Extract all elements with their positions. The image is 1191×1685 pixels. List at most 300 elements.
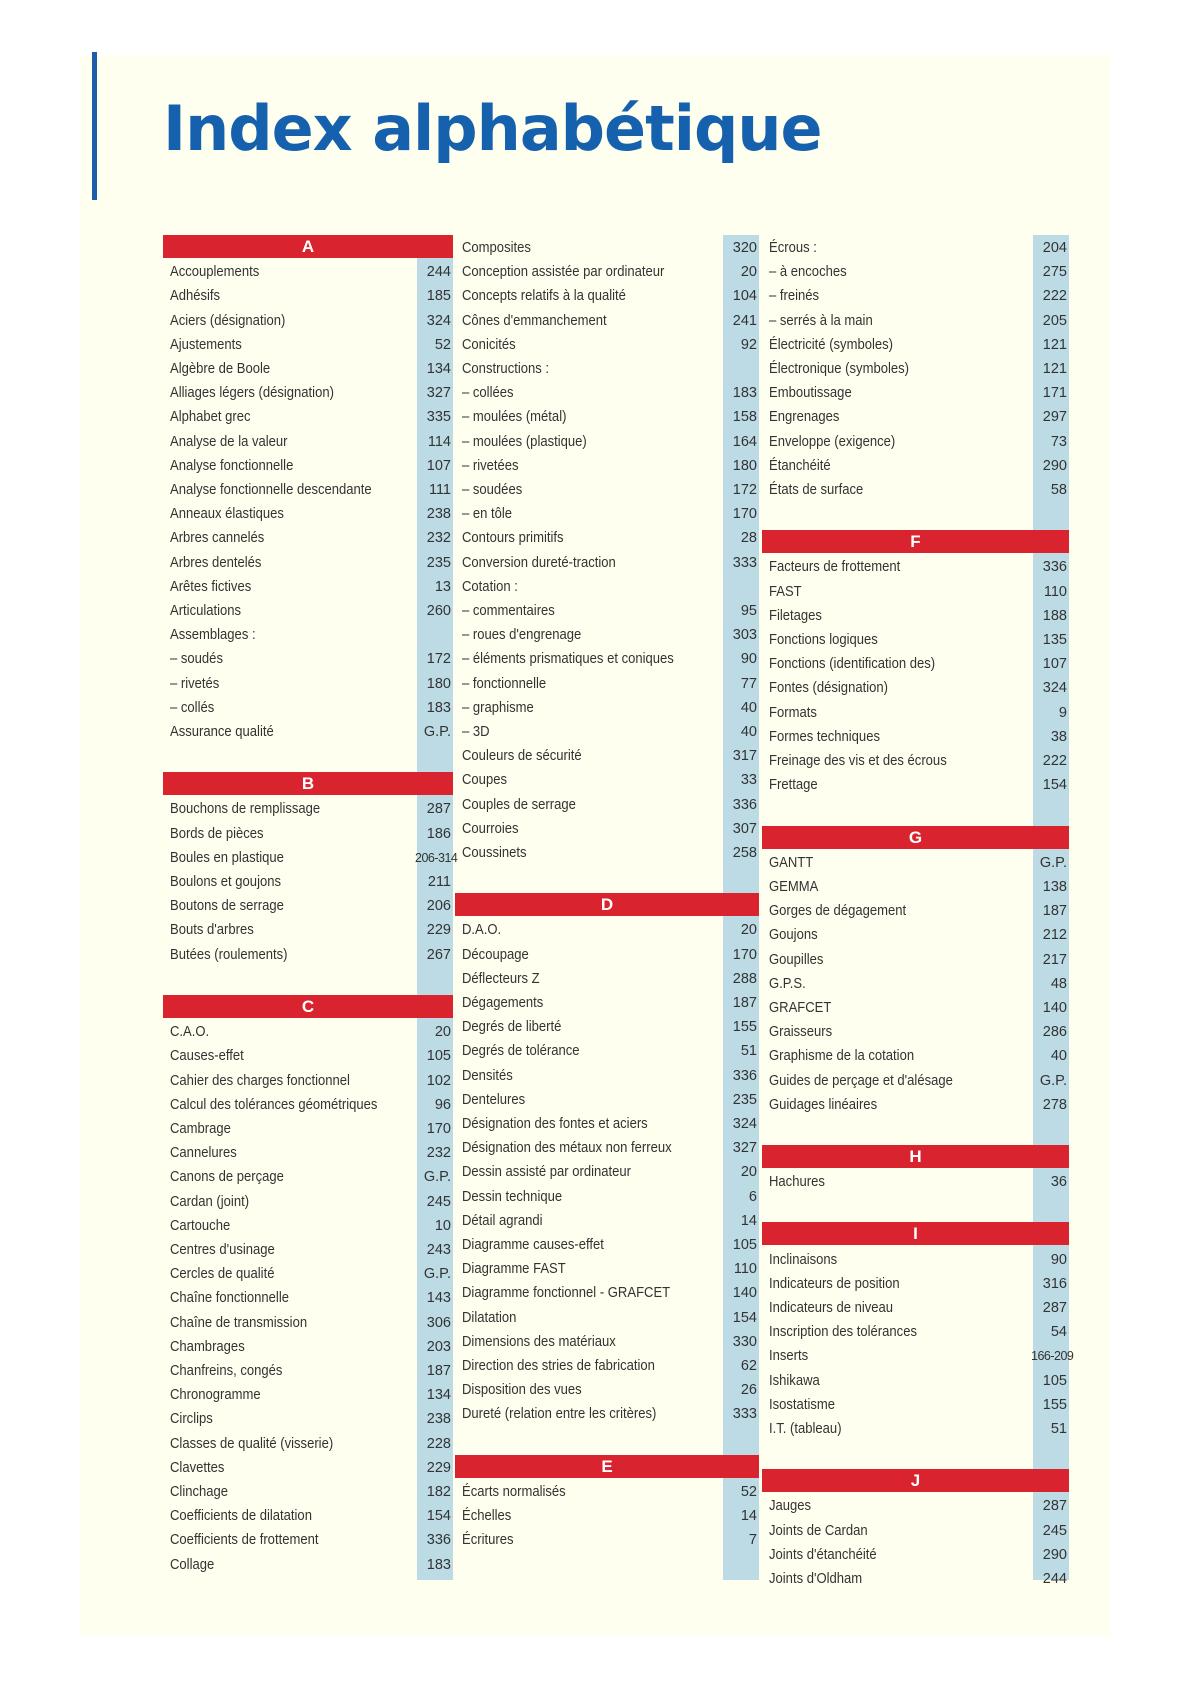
index-entry[interactable] [163,357,453,381]
index-entry[interactable] [163,870,453,894]
index-entry[interactable] [455,1136,759,1160]
entry-label: Électricité (symboles) [769,336,894,353]
entry-page-number: 336 [1042,559,1067,576]
entry-page-number: 258 [732,845,757,861]
entry-label: Fonctions logiques [769,632,878,648]
index-entry[interactable] [762,405,1069,429]
index-entry[interactable] [762,676,1069,700]
index-entry[interactable] [163,822,453,846]
entry-page-number: 245 [1042,1522,1067,1539]
entry-label: Écritures [462,1532,514,1549]
entry-page-number: 102 [426,1072,451,1089]
index-entry[interactable] [455,1185,759,1209]
index-entry[interactable] [455,817,759,841]
entry-label: Anneaux élastiques [170,506,284,523]
entry-label: Bouchons de remplissage [170,801,321,818]
index-entry[interactable] [455,744,759,768]
entry-label: Butées (roulements) [170,946,288,963]
entry-page-number: 241 [732,312,757,329]
index-entry[interactable] [163,430,453,454]
index-entry[interactable] [455,236,759,260]
index-entry[interactable] [762,1320,1069,1344]
entry-page-number: 324 [1042,680,1067,697]
index-entry[interactable] [455,551,759,575]
entry-label: Analyse de la valeur [170,433,288,450]
entry-page-number: 135 [1042,632,1067,648]
entry-page-number: 232 [426,1145,451,1162]
index-entry[interactable] [163,1407,453,1431]
entry-label: Algèbre de Boole [170,361,271,377]
entry-page-number: G.P. [1039,1072,1067,1089]
entry-page-number: 121 [1042,361,1067,377]
entry-page-number: 245 [426,1193,451,1210]
entry-label: Diagramme fonctionnel - GRAFCET [462,1285,671,1302]
index-entry[interactable] [163,1432,453,1456]
index-entry[interactable] [455,1330,759,1354]
index-entry[interactable] [762,333,1069,357]
index-entry[interactable] [762,1417,1069,1441]
index-entry[interactable] [163,1335,453,1359]
index-entry[interactable] [455,599,759,623]
entry-label: Fonctions (identification des) [769,656,936,673]
index-entry[interactable] [163,1044,453,1068]
entry-page-number: 110 [733,1261,757,1278]
index-entry[interactable] [163,1286,453,1310]
index-entry[interactable] [762,381,1069,405]
entry-page-number: 204 [1042,240,1067,256]
entry-page-number: 158 [732,409,757,426]
index-entry[interactable] [163,381,453,405]
index-entry[interactable] [163,1456,453,1480]
entry-label: Détail agrandi [462,1212,543,1229]
entry-label: – rivetés [170,675,220,692]
index-entry[interactable] [455,793,759,817]
index-entry[interactable] [163,1117,453,1141]
index-entry[interactable] [455,405,759,429]
entry-page-number: 316 [1042,1275,1067,1292]
entry-label: Direction des stries de fabrication [462,1358,655,1374]
entry-label: Emboutissage [769,385,852,402]
index-entry[interactable] [762,1519,1069,1543]
index-entry[interactable] [762,972,1069,996]
index-entry[interactable] [163,1093,453,1117]
entry-page-number: 20 [740,1164,757,1181]
entry-label: Conversion dureté-traction [462,554,616,571]
index-entry[interactable] [762,875,1069,899]
entry-label: Dégagements [462,995,544,1011]
index-entry[interactable] [455,1354,759,1378]
index-entry[interactable] [455,526,759,550]
entry-label: Cotation : [462,578,518,595]
index-entry[interactable] [163,1020,453,1044]
index-entry[interactable] [163,672,453,696]
entry-label: Assemblages : [170,627,256,644]
entry-page-number: 324 [732,1116,757,1132]
index-entry[interactable] [455,1209,759,1233]
index-entry[interactable] [455,1160,759,1184]
entry-page-number: 77 [740,675,757,692]
entry-page-number: 333 [732,1406,757,1423]
index-entry[interactable] [762,1296,1069,1320]
index-entry[interactable] [762,749,1069,773]
entry-page-number: 105 [732,1237,757,1253]
index-entry[interactable] [762,1494,1069,1518]
entry-label: Graphisme de la cotation [769,1048,915,1065]
entry-label: Gorges de dégagement [769,903,907,920]
entry-page-number: 212 [1042,927,1067,944]
index-entry[interactable] [455,454,759,478]
entry-label: Dentelures [462,1091,526,1108]
index-entry[interactable] [455,357,759,381]
entry-label: Boulons et goujons [170,874,282,890]
index-entry[interactable] [762,701,1069,725]
entry-label: G.P.S. [769,975,806,992]
entry-page-number: 188 [1042,607,1067,624]
index-entry[interactable] [762,454,1069,478]
index-entry[interactable] [455,1402,759,1426]
entry-label: Coefficients de frottement [170,1532,319,1549]
entry-page-number: 121 [1042,336,1067,353]
entry-label: D.A.O. [462,922,502,939]
entry-label: – moulées (plastique) [462,433,587,450]
index-entry[interactable] [455,1112,759,1136]
index-entry[interactable] [762,604,1069,628]
index-entry[interactable] [455,768,759,792]
index-entry[interactable] [455,333,759,357]
index-entry[interactable] [455,1039,759,1063]
entry-page-number: 26 [740,1382,757,1399]
index-entry[interactable] [762,1020,1069,1044]
index-entry[interactable] [762,851,1069,875]
index-entry[interactable] [163,551,453,575]
entry-label: Joints de Cardan [769,1522,868,1539]
index-entry[interactable] [163,1504,453,1528]
index-entry[interactable] [762,1543,1069,1567]
entry-label: Inscription des tolérances [769,1324,917,1341]
index-entry[interactable] [163,797,453,821]
entry-page-number: 166-209 [1031,1349,1074,1364]
entry-page-number: 104 [732,288,757,305]
entry-label: Clavettes [170,1459,225,1476]
index-entry[interactable] [762,1344,1074,1368]
index-entry[interactable] [163,894,453,918]
index-entry[interactable] [762,899,1069,923]
entry-page-number: 222 [1042,288,1067,305]
index-entry[interactable] [762,309,1069,333]
entry-page-number: 287 [426,801,451,818]
entry-label: – collés [170,699,215,716]
index-entry[interactable] [163,1383,453,1407]
index-entry[interactable] [762,996,1069,1020]
entry-page-number: 336 [732,1067,757,1084]
index-entry[interactable] [163,943,453,967]
index-entry[interactable] [762,555,1069,579]
entry-label: Ajustements [170,336,242,353]
entry-label: Hachures [769,1174,825,1191]
entry-page-number: 140 [732,1285,757,1302]
index-entry[interactable] [762,1393,1069,1417]
entry-page-number: 228 [426,1435,451,1452]
entry-page-number: 286 [1042,1024,1067,1041]
entry-label: Joints d'Oldham [769,1571,863,1587]
index-entry[interactable] [762,1369,1069,1393]
index-entry[interactable] [455,575,759,599]
letter-header-c: C [163,995,453,1018]
index-entry[interactable] [163,1359,453,1383]
index-entry[interactable] [163,1141,453,1165]
entry-page-number: 40 [1050,1048,1067,1065]
entry-page-number: 183 [426,699,451,716]
index-entry[interactable] [163,1069,453,1093]
entry-label: Boules en plastique [170,849,284,866]
index-entry[interactable] [163,647,453,671]
entry-page-number: 7 [748,1532,757,1549]
index-entry[interactable] [163,696,453,720]
entry-label: Dessin assisté par ordinateur [462,1164,632,1181]
entry-label: Coupes [462,772,507,789]
index-entry[interactable] [762,1248,1069,1272]
index-entry[interactable] [163,454,453,478]
entry-page-number: 205 [1042,312,1067,329]
entry-page-number: 111 [428,482,451,498]
entry-page-number: 154 [1042,777,1067,794]
index-entry[interactable] [163,1311,453,1335]
index-entry[interactable] [455,502,759,526]
entry-label: Concepts relatifs à la qualité [462,288,626,305]
entry-label: Diagramme causes-effet [462,1237,604,1253]
entry-label: Dimensions des matériaux [462,1333,616,1350]
index-entry[interactable] [762,1170,1069,1194]
index-entry[interactable] [455,647,759,671]
entry-label: Enveloppe (exigence) [769,433,896,450]
entry-page-number: 260 [426,603,451,619]
entry-page-number: 58 [1050,482,1067,498]
entry-label: Calcul des tolérances géométriques [170,1096,378,1113]
index-entry[interactable] [163,1214,453,1238]
index-entry[interactable] [163,846,458,870]
entry-page-number: 278 [1042,1096,1067,1113]
index-entry[interactable] [455,696,759,720]
entry-label: Constructions : [462,361,550,377]
index-entry[interactable] [455,284,759,308]
entry-page-number: 183 [426,1556,451,1573]
index-entry[interactable] [762,652,1069,676]
entry-label: Dessin technique [462,1188,563,1205]
index-entry[interactable] [455,381,759,405]
index-entry[interactable] [762,773,1069,797]
index-entry[interactable] [455,1306,759,1330]
index-entry[interactable] [163,1528,453,1552]
entry-label: C.A.O. [170,1024,210,1041]
index-entry[interactable] [762,1567,1069,1591]
index-entry[interactable] [455,720,759,744]
entry-page-number: 222 [1042,753,1067,769]
entry-page-number: 186 [426,825,451,842]
entry-page-number: 229 [426,1459,451,1476]
index-entry[interactable] [762,923,1069,947]
entry-label: Boutons de serrage [170,898,284,915]
index-entry[interactable] [762,628,1069,652]
entry-label: Centres d'usinage [170,1241,275,1258]
index-entry[interactable] [163,1238,453,1262]
index-entry[interactable] [163,309,453,333]
entry-label: Dureté (relation entre les critères) [462,1406,657,1423]
entry-label: Bords de pièces [170,825,264,842]
entry-label: Cartouche [170,1217,231,1234]
entry-page-number: 155 [1042,1396,1067,1413]
entry-page-number: 33 [740,772,757,789]
entry-label: Désignation des fontes et aciers [462,1116,648,1132]
index-entry[interactable] [455,991,759,1015]
entry-page-number: 185 [426,288,451,305]
index-entry[interactable] [163,478,453,502]
index-entry[interactable] [455,623,759,647]
index-entry[interactable] [163,918,453,942]
entry-label: Courroies [462,820,519,837]
entry-label: Inserts [769,1348,809,1365]
index-entry[interactable] [455,1064,759,1088]
entry-page-number: 187 [1042,903,1067,920]
index-entry[interactable] [455,1504,759,1528]
entry-page-number: 48 [1050,975,1067,992]
entry-label: Articulations [170,603,242,619]
entry-label: GRAFCET [769,999,832,1016]
entry-page-number: 327 [732,1140,757,1157]
entry-page-number: 171 [1042,385,1067,402]
entry-page-number: 172 [426,651,451,668]
index-entry[interactable] [163,720,453,744]
index-entry[interactable] [163,1190,453,1214]
entry-label: Arêtes fictives [170,578,252,595]
index-entry[interactable] [163,284,453,308]
index-entry[interactable] [455,1480,759,1504]
entry-page-number: 187 [732,995,757,1011]
entry-label: Frettage [769,777,818,794]
letter-header-g: G [762,826,1069,849]
index-entry[interactable] [455,918,759,942]
entry-page-number: 238 [426,1411,451,1428]
index-entry[interactable] [762,357,1069,381]
index-entry[interactable] [762,725,1069,749]
index-entry[interactable] [762,1272,1069,1296]
index-entry[interactable] [762,1069,1069,1093]
index-entry[interactable] [762,430,1069,454]
entry-page-number: 51 [740,1043,757,1060]
entry-page-number: 327 [426,385,451,402]
index-entry[interactable] [163,1480,453,1504]
entry-label: Guides de perçage et d'alésage [769,1072,953,1089]
entry-label: Indicateurs de position [769,1275,900,1292]
entry-page-number: 105 [426,1048,451,1065]
entry-page-number: 155 [732,1019,757,1036]
index-entry[interactable] [762,260,1069,284]
entry-label: Écarts normalisés [462,1483,566,1500]
index-entry[interactable] [762,478,1069,502]
index-entry[interactable] [163,405,453,429]
index-entry[interactable] [163,623,453,647]
index-entry[interactable] [455,1528,759,1552]
index-entry[interactable] [455,1015,759,1039]
index-entry[interactable] [455,1378,759,1402]
entry-page-number: 172 [732,482,757,498]
letter-header-d: D [455,893,759,916]
index-entry[interactable] [455,1257,759,1281]
entry-label: Engrenages [769,409,840,426]
entry-page-number: 143 [426,1290,451,1307]
index-entry[interactable] [455,1088,759,1112]
entry-page-number: 134 [426,361,451,377]
entry-label: Déflecteurs Z [462,970,540,987]
index-entry[interactable] [163,1262,453,1286]
entry-page-number: 211 [427,874,451,890]
entry-page-number: 107 [1042,656,1067,673]
entry-page-number: 180 [426,675,451,692]
letter-header-i: I [762,1222,1069,1245]
index-entry[interactable] [455,478,759,502]
index-entry[interactable] [163,502,453,526]
entry-page-number: 206 [426,898,451,915]
entry-label: – moulées (métal) [462,409,567,426]
entry-label: Désignation des métaux non ferreux [462,1140,672,1157]
index-entry[interactable] [163,1553,453,1577]
index-entry[interactable] [163,599,453,623]
entry-label: Couples de serrage [462,796,576,813]
entry-label: Bouts d'arbres [170,922,254,939]
index-entry[interactable] [163,575,453,599]
index-entry[interactable] [163,260,453,284]
entry-page-number: 306 [426,1314,451,1331]
entry-page-number: 244 [426,264,451,281]
entry-label: Ishikawa [769,1372,820,1389]
entry-label: Alliages légers (désignation) [170,385,334,402]
index-entry[interactable] [455,309,759,333]
entry-page-number: 38 [1050,728,1067,745]
entry-page-number: 36 [1050,1174,1067,1191]
index-entry[interactable] [455,260,759,284]
index-entry[interactable] [163,333,453,357]
index-entry[interactable] [163,526,453,550]
index-entry[interactable] [163,1165,453,1189]
entry-label: Composites [462,240,531,256]
index-entry[interactable] [455,841,759,865]
entry-label: – collées [462,385,514,402]
index-entry[interactable] [762,236,1069,260]
index-entry[interactable] [455,967,759,991]
index-entry[interactable] [762,948,1069,972]
entry-label: Couleurs de sécurité [462,748,582,765]
index-entry[interactable] [762,580,1069,604]
index-entry[interactable] [762,1093,1069,1117]
entry-label: Formats [769,704,817,721]
entry-label: Coefficients de dilatation [170,1508,312,1525]
entry-label: Cambrage [170,1120,231,1137]
index-entry[interactable] [455,1233,759,1257]
entry-page-number: 107 [426,457,451,474]
index-entry[interactable] [455,430,759,454]
entry-label: Filetages [769,607,822,624]
entry-page-number: 187 [426,1362,451,1379]
index-entry[interactable] [455,943,759,967]
index-entry[interactable] [762,284,1069,308]
entry-page-number: 307 [732,820,757,837]
entry-label: – serrés à la main [769,312,873,329]
entry-page-number: 243 [426,1241,451,1258]
entry-page-number: 40 [740,724,757,740]
index-entry[interactable] [455,1281,759,1305]
index-entry[interactable] [762,1044,1069,1068]
entry-label: Arbres cannelés [170,530,265,547]
index-entry[interactable] [455,672,759,696]
